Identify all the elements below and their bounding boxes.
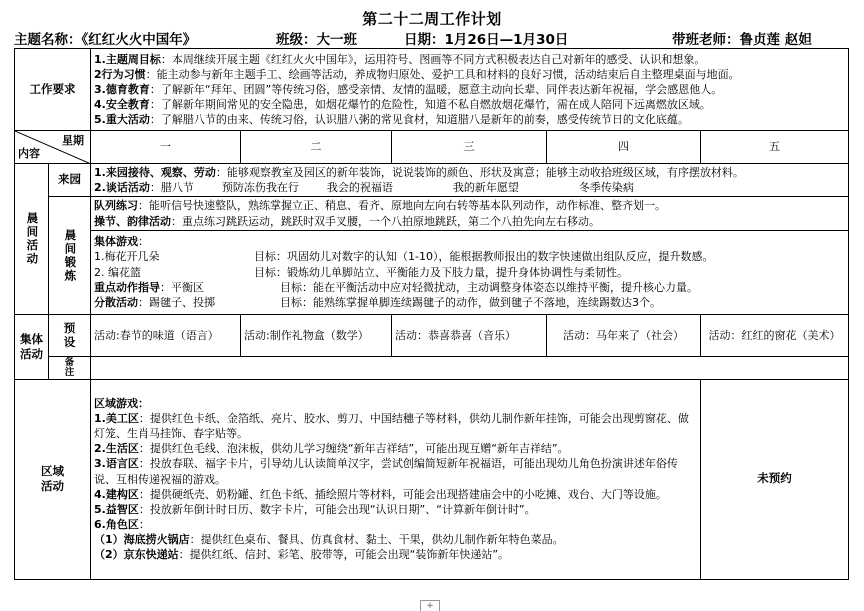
activity-day-4: 活动：马年来了（社会）: [547, 314, 701, 356]
talk-topic: 我会的祝福语: [326, 181, 393, 195]
area-item: 5.益智区：投放新年倒计时日历、数字卡片，可能会出现“认识日期”、“计算新年倒计时”。: [94, 502, 536, 516]
weekday-header-row: [15, 131, 849, 164]
reservation-status: 未预约: [701, 379, 849, 579]
note-label: 备注: [49, 356, 91, 379]
area-item: 1.美工区：提供红色卡纸、金箔纸、亮片、胶水、剪刀、中国结穗子等材料，供幼儿制作新年挂饰，可能会出现剪窗花、做灯笼、生肖马挂饰、春字贴等。: [94, 411, 689, 441]
date-range: 日期：1月26日—1月30日: [404, 32, 569, 48]
day-header: 五: [701, 131, 849, 164]
exercise-label: 晨间锻炼: [49, 197, 91, 314]
exercise-games-content: [91, 230, 849, 314]
weekly-plan-table: [14, 48, 849, 580]
arrival-row: [15, 164, 849, 197]
content-label: 内容: [18, 146, 40, 160]
area-activity-label: 区域活动: [15, 379, 91, 579]
split-line: 分散活动：踢毽子、投掷 目标：能熟练掌握单脚连续踢毽子的动作，做到毽子不落地，连续踢数达3个。: [94, 295, 661, 309]
arrival-line-2: 2.谈话活动：腊八节 预防冻伤我在行 我会的祝福语 我的新年愿望 冬季传染病: [94, 181, 634, 195]
activity-day-1: 活动:春节的味道（语言）: [91, 314, 241, 356]
morning-label: 晨间活动: [15, 164, 49, 315]
day-header: 四: [547, 131, 701, 164]
group-activity-label: 集体活动: [15, 314, 49, 379]
page-title: 第二十二周工作计划: [362, 10, 502, 28]
talk-topic: 预防冻伤我在行: [221, 181, 299, 195]
work-requirements-row: [15, 49, 849, 131]
note-row: [15, 356, 849, 379]
area-item: 6.角色区：: [94, 518, 150, 532]
requirement-item: 1.主题周目标：本周继续开展主题《红红火火中国年》，运用符号、图画等不同方式积极表达自己对新年的感受、认识和想象。: [94, 52, 706, 66]
group-game-heading: 集体游戏：: [94, 235, 149, 249]
work-requirements-content: [91, 49, 849, 131]
area-item: 2.生活区：提供红色毛线、泡沫板，供幼儿学习缠绕“新年吉祥结”，可能出现互赠“新年吉祥结”。: [94, 442, 569, 456]
talk-topic: 冬季传染病: [578, 181, 634, 195]
exercise-drill-content: [91, 197, 849, 230]
focus-line: 重点动作指导：平衡区 目标：能在平衡活动中应对轻微扰动，主动调整身体姿态以维持平衡，提升核心力量。: [94, 280, 698, 294]
day-header: 一: [91, 131, 241, 164]
activity-day-2: 活动:制作礼物盒（数学）: [241, 314, 392, 356]
exercise-row: [15, 197, 849, 230]
corner-cell: [15, 131, 91, 164]
area-activity-content: [91, 379, 701, 579]
theme-name: 主题名称：《红红火火中国年》: [14, 32, 197, 48]
activity-day-3: 活动：恭喜恭喜（音乐）: [392, 314, 547, 356]
area-item: 4.建构区：提供硬纸壳、奶粉罐、红色卡纸、插绘照片等材料，可能会出现搭建庙会中的小吃摊、戏台、大门等设施。: [94, 487, 667, 501]
arrival-label: 来园: [49, 164, 91, 197]
teacher-names: 带班老师：鲁贞莲 赵妲: [672, 32, 812, 48]
requirement-item: 2行为习惯：能主动参与新年主题手工、绘画等活动，养成物归原处、爱护工具和材料的良好习惯，活动结束后自主整理桌面与地面。: [94, 67, 740, 81]
area-item: （1）海底捞火锅店：提供红色桌布、餐具、仿真食材、黏土、干果，供幼儿制作新年特色菜品。: [94, 533, 564, 547]
requirement-item: 3.德育教育：了解新年“拜年、团圆”等传统习俗，感受亲情、友情的温暖，愿意主动向长辈、同伴表达新年祝福，学会感恩他人。: [94, 82, 723, 96]
note-content: [91, 356, 849, 379]
plan-label: 预设: [49, 314, 91, 356]
week-label: 星期: [62, 134, 84, 147]
gym-line: 操节、韵律活动：重点练习跳跃运动，跳跃时双手叉腰，一个八拍原地跳跃，第二个八拍先向左右移动。: [94, 214, 600, 228]
game-2: 2. 编花篮 目标：锻炼幼儿单脚站立、平衡能力及下肢力量，提升身体协调性与柔韧性。: [94, 265, 628, 279]
talk-topic: 我的新年愿望: [452, 181, 519, 195]
add-page-tab[interactable]: +: [420, 600, 440, 611]
area-item: （2）京东快递站：提供红纸、信封、彩笔、胶带等，可能会出现“装饰新年快递站”。: [94, 548, 510, 562]
area-item: 3.语言区：投放春联、福字卡片，引导幼儿认读简单汉字，尝试创编简短新年祝福语，可能出现幼儿角色扮演讲述年俗传说、互相传递祝福的游戏。: [94, 457, 678, 486]
work-requirements-label: 工作要求: [15, 49, 91, 131]
drill-line: 队列练习：能听信号快速整队，熟练掌握立正、稍息、看齐、原地向左向右转等基本队列动作，动作标准、整齐划一。: [94, 199, 666, 213]
exercise-games-row: [15, 230, 849, 314]
area-heading: 区域游戏：: [94, 396, 149, 410]
arrival-content: [91, 164, 849, 197]
talk-topic: 腊八节: [160, 181, 194, 195]
plan-header: [14, 28, 854, 46]
class-name: 班级：大一班: [276, 32, 357, 48]
game-1: 1.梅花开几朵 目标：巩固幼儿对数字的认知（1-10），能根据教师报出的数字快速做出组队反应，提升数感。: [94, 250, 714, 264]
group-activity-row: [15, 314, 849, 356]
requirement-item: 5.重大活动：了解腊八节的由来、传统习俗，认识腊八粥的常见食材，知道腊八是新年的前奏，感受传统节日的文化底蕴。: [94, 113, 689, 127]
day-header: 三: [392, 131, 547, 164]
requirement-item: 4.安全教育：了解新年期间常见的安全隐患，如烟花爆竹的危险性，知道不私自燃放烟花爆竹，需在成人陪同下远离燃放区域。: [94, 98, 711, 112]
arrival-line-1: 1.来园接待、观察、劳动：能够观察教室及园区的新年装饰，说说装饰的颜色、形状及寓意；能够主动收拾班级区域，有序摆放材料。: [94, 166, 744, 179]
activity-day-5: 活动：红红的窗花（美术）: [701, 314, 849, 356]
day-header: 二: [241, 131, 392, 164]
area-activity-row: [15, 379, 849, 579]
